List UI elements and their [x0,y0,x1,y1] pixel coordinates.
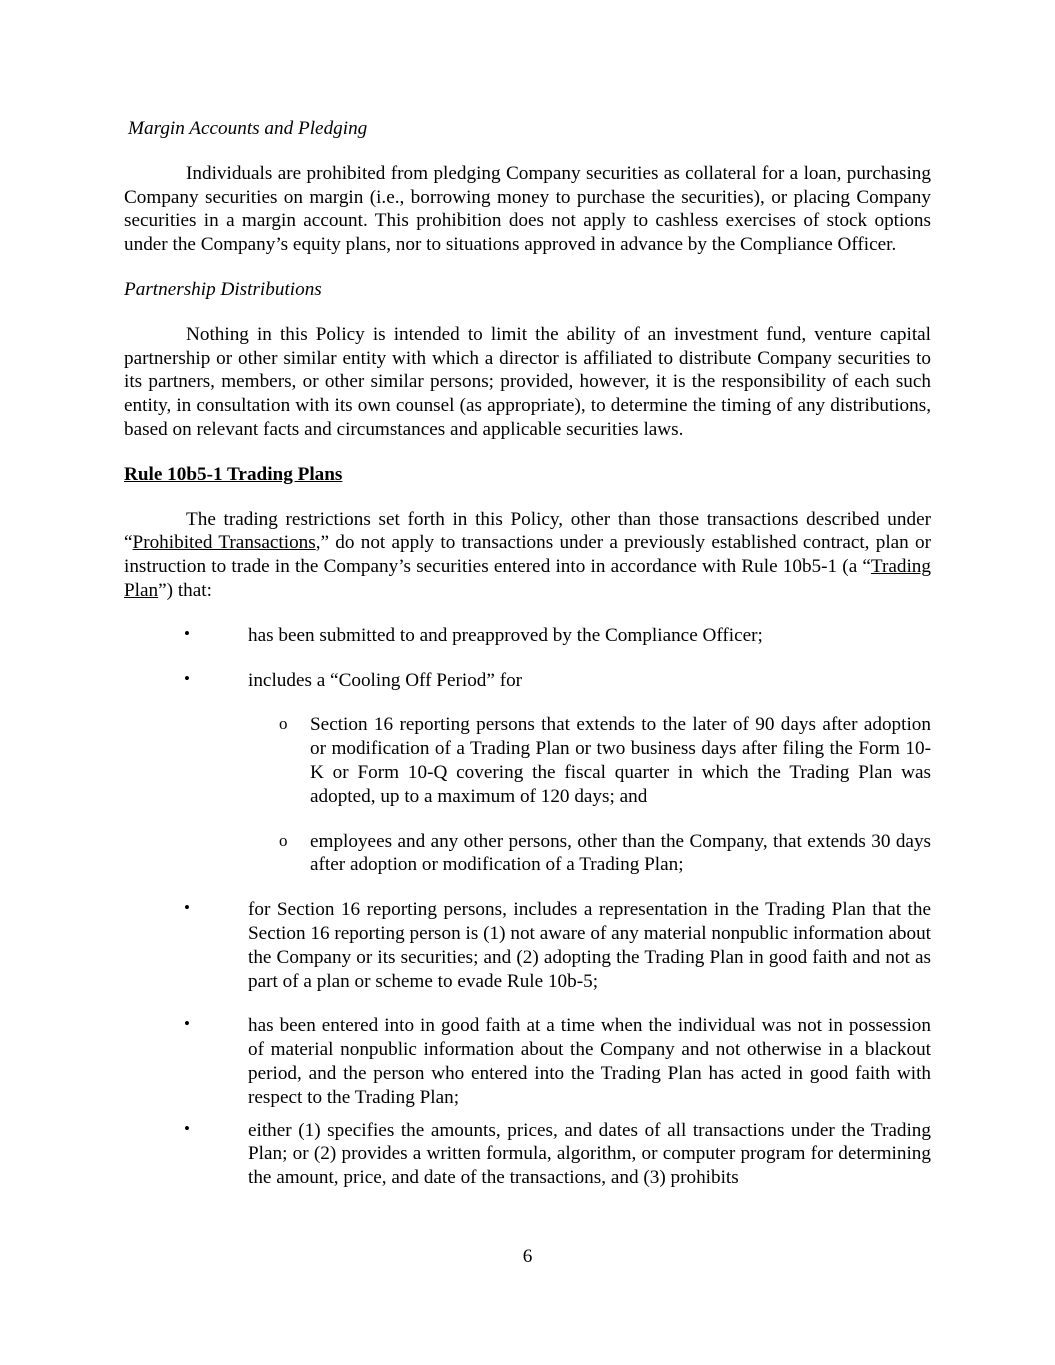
bullet-text-cooling-off: includes a “Cooling Off Period” for [248,669,523,691]
bullet-mark: • [184,668,190,688]
prohibited-transactions-ref: Prohibited Transactions [132,532,316,554]
rule-intro-paragraph [124,508,931,603]
page-number: 6 [522,1246,533,1267]
list-item [124,1014,931,1109]
rule-intro-text-2: ,” do not apply to transactions under a previously established contract, plan or instruction to trade in the Company’s securities entered into in accordance with Rule 10b5-1 (a “ [124,532,931,578]
sub-list-item [124,830,931,878]
sub-bullet-text-section16: Section 16 reporting persons that extends to the later of 90 days after adoption or modification of a Trading Plan or two business days after filing the Form 10-K or Form 10-Q covering the fiscal quarter in which the Trading Plan was adopted, up to a maximum of 120 days; and [310,714,931,807]
partnership-heading: Partnership Distributions [124,278,322,300]
list-item [124,898,931,993]
margin-paragraph: Individuals are prohibited from pledging Company securities as collateral for a loan, purchasing Company securities on margin (i.e., borrowing money to purchase the securities), or placing Company securities in a margin account. This prohibition does not apply to cashless exercises of stock options under the Company’s equity plans, nor to situations approved in advance by the Compliance Officer. [124,162,931,256]
list-item [124,624,931,648]
sub-list-item [124,713,931,808]
sub-bullet-mark: o [279,830,288,850]
list-item [124,669,931,693]
bullet-mark: • [184,898,190,918]
margin-heading: Margin Accounts and Pledging [128,118,368,139]
bullet-text-representation: for Section 16 reporting persons, includes a representation in the Trading Plan that the Section 16 reporting person is (1) not aware of any material nonpublic information about the Company or its securities; and (2) adopting the Trading Plan in good faith and not as part of a plan or scheme to evade Rule 10b-5; [248,899,931,992]
partnership-paragraph: Nothing in this Policy is intended to limit the ability of an investment fund, venture capital partnership or other similar entity with which a director is affiliated to distribute Company securities to its partners, members, or other similar persons; provided, however, it is the responsibility of each such entity, in consultation with its own counsel (as appropriate), to determine the timing of any distributions, based on relevant facts and circumstances and applicable securities laws. [124,323,931,440]
bullet-text-good-faith: has been entered into in good faith at a time when the individual was not in possession of material nonpublic information about the Company and not otherwise in a blackout period, and the person who entered into the Trading Plan has acted in good faith with respect to the Trading Plan; [248,1015,931,1108]
rule-intro-text-3: ”) that: [158,579,212,601]
sub-bullet-text-employees: employees and any other persons, other than the Company, that extends 30 days after adoption or modification of a Trading Plan; [310,830,931,876]
sub-bullet-mark: o [279,714,288,734]
bullet-mark: • [184,1118,190,1138]
document-page [124,117,931,1190]
trading-plan-ref: Trading Plan [124,556,931,601]
bullet-mark: • [184,623,190,643]
rule-heading: Rule 10b5-1 Trading Plans [124,463,343,485]
bullet-text-specifies: either (1) specifies the amounts, prices, and dates of all transactions under the Trading Plan; or (2) provides a written formula, algorithm, or computer program for determining the amount, price, and date of the transactions, and (3) prohibits [248,1119,931,1189]
list-item [124,1119,931,1190]
bullet-text-preapproved: has been submitted to and preapproved by the Compliance Officer; [248,624,763,646]
bullet-mark: • [184,1014,190,1034]
rule-intro-text-1: The trading restrictions set forth in this Policy, other than those transactions described under “ [124,508,931,554]
